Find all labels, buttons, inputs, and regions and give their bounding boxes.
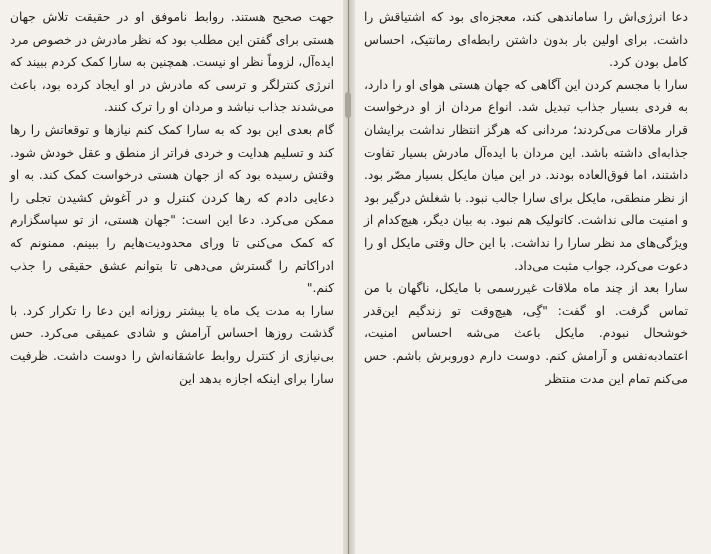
left-paragraph-1: جهت صحیح هستند. روابط ناموفق او در حقیقت تلاش جهان هستی برای گفتن این مطلب بود که نظر مادرش در خصوص مرد ایده‌آل، لزوماً نظر او نیست. همچنین به سارا کمک کردم ببیند که انرژی کنترلگر و ترسی که مادرش در او ایجاد کرده بود، باعث می‌شدند جذاب نباشد و مردان او را ترک کنند. [10, 10, 334, 115]
left-paragraph-3: سارا به مدت یک ماه یا بیشتر روزانه این دعا را تکرار کرد. با گذشت روزها احساس آرامش و شادی عمیقی می‌کرد. حس بی‌نیازی از کنترل روابط عاشقانه‌اش را دوست داشت. ظرفیت سارا برای اینکه اجازه بدهد این [10, 303, 334, 386]
left-page-text-column [6, 6, 342, 548]
gutter-divider-line [348, 0, 349, 554]
right-page-text-column [356, 6, 692, 548]
left-paragraph-2: گام بعدی این بود که به سارا کمک کنم نیازها و توقعاتش را رها کند و تسلیم هدایت و خردی فراتر از منطق و عقل خودش شود. وقتش رسیده بود که از جهان هستی درخواست کمک کند. به او دعایی دادم که رها کردن کنترل و در آغوش کشیدن تجلی را ممکن می‌کرد. دعا این است: "جهان هستی، از تو سپاسگزارم که کمک می‌کنی تا ورای محدودیت‌هایم را ببینم. ممنونم که ادراکاتم را گسترش می‌دهی تا بتوانم عشق حقیقی را جذب کنم." [10, 122, 334, 296]
gutter-mark [345, 92, 351, 118]
page-gutter [343, 0, 355, 554]
right-paragraph-3: سارا بعد از چند ماه ملاقات غیررسمی با مایکل، ناگهان با من تماس گرفت. او گفت: "گِی، هیچ‌وقت تو زندگیم این‌قدر خوشحال نبودم. مایکل باعث می‌شه احساس امنیت، اعتمادبه‌نفس و آرامش کنم. دوست دارم دوروبرش باشم. حس می‌کنم تمام این مدت منتظر [364, 281, 688, 386]
right-paragraph-2: سارا با مجسم کردن این آگاهی که جهان هستی هوای او را دارد، به فردی بسیار جذاب تبدیل شد. انواع مردان از او درخواست قرار ملاقات می‌کردند؛ مردانی که هرگز انتظار نداشت برایشان جذابه‌ای داشته باشد. این مردان با ایده‌آل مادرش بسیار تفاوت داشتند، اما فوق‌العاده بودند. در این میان مایکل بسیار مصّر بود. از نظر منطقی، مایکل برای سارا جالب نبود. با شغلش درگیر بود و امنیت مالی نداشت. کاتولیک هم نبود. به بیان دیگر، هیچ‌کدام از ویژگی‌های مد نظر سارا را نداشت. با این حال وقتی مایکل او را دعوت می‌کرد، جواب مثبت می‌داد. [364, 77, 688, 273]
right-paragraph-1: دعا انرژی‌اش را ساماندهی کند، معجزه‌ای بود که اشتیاقش را داشت. برای اولین بار بدون داشتن رابطه‌ای رمانتیک، احساس کامل بودن کرد. [364, 10, 688, 70]
